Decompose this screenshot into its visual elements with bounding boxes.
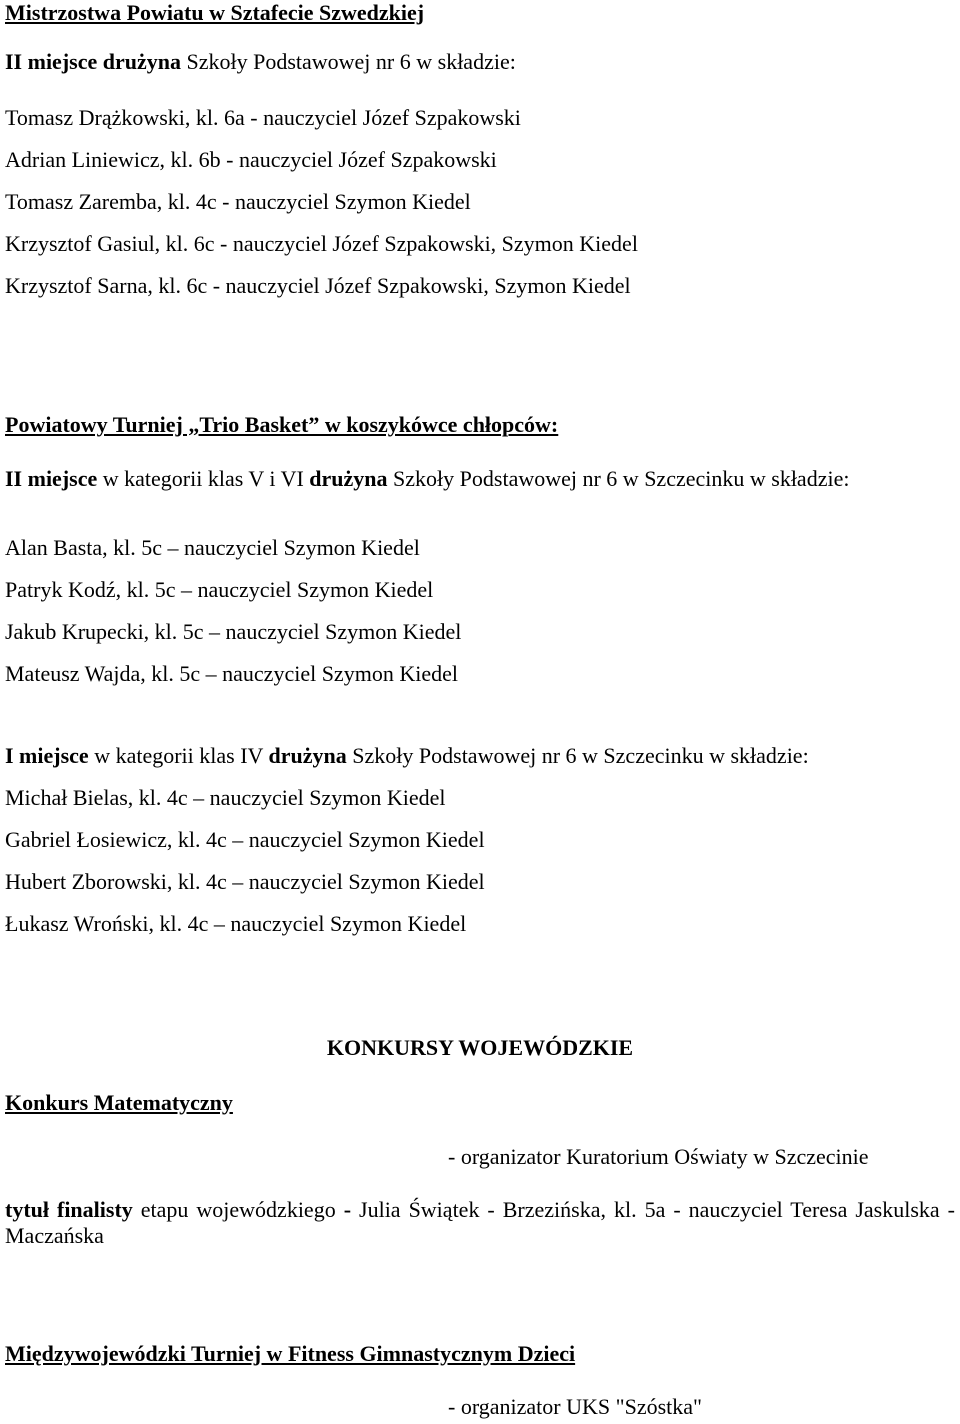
- list-item: Krzysztof Sarna, kl. 6c - nauczyciel Józef Szpakowski, Szymon Kiedel: [5, 273, 631, 298]
- contest-title-fitness: Międzywojewódzki Turniej w Fitness Gimnastycznym Dzieci: [5, 1341, 576, 1366]
- list-item: Jakub Krupecki, kl. 5c – nauczyciel Szymon Kiedel: [5, 619, 462, 644]
- list-item: Adrian Liniewicz, kl. 6b - nauczyciel Józef Szpakowski: [5, 147, 497, 172]
- award-dash: -: [343, 1197, 352, 1222]
- list-item: Krzysztof Gasiul, kl. 6c - nauczyciel Józef Szpakowski, Szymon Kiedel: [5, 231, 638, 256]
- place-rest: Szkoły Podstawowej nr 6 w składzie:: [180, 49, 516, 74]
- list-item: Mateusz Wajda, kl. 5c – nauczyciel Szymon Kiedel: [5, 661, 458, 686]
- award-mid: etapu wojewódzkiego: [132, 1197, 344, 1222]
- list-item: Tomasz Zaremba, kl. 4c - nauczyciel Szymon Kiedel: [5, 189, 471, 214]
- list-item: Gabriel Łosiewicz, kl. 4c – nauczyciel Szymon Kiedel: [5, 827, 485, 852]
- group1-header: [5, 466, 955, 492]
- list-item: Tomasz Drążkowski, kl. 6a - nauczyciel Józef Szpakowski: [5, 105, 521, 130]
- team-label: drużyna: [268, 743, 347, 768]
- award-label: tytuł finalisty: [5, 1197, 133, 1222]
- list-item: Hubert Zborowski, kl. 4c – nauczyciel Szymon Kiedel: [5, 869, 485, 894]
- team-rest: Szkoły Podstawowej nr 6 w Szczecinku w składzie:: [387, 466, 850, 491]
- list-item: Łukasz Wroński, kl. 4c – nauczyciel Szymon Kiedel: [5, 911, 467, 936]
- group2-header: [5, 743, 955, 769]
- category-text: w kategorii klas IV: [88, 743, 269, 768]
- organizer-text: - organizator UKS "Szóstka": [448, 1394, 703, 1419]
- place-label: II miejsce drużyna: [5, 49, 181, 74]
- award-text: [5, 1197, 955, 1249]
- award-rest: Julia Świątek - Brzezińska, kl. 5a - nauczyciel Teresa Jaskulska - Maczańska: [5, 1197, 956, 1248]
- organizer-text: - organizator Kuratorium Oświaty w Szczecinie: [448, 1144, 869, 1169]
- section-title-trio-basket: Powiatowy Turniej „Trio Basket” w koszykówce chłopców:: [5, 412, 559, 437]
- place-label: I miejsce: [5, 743, 89, 768]
- heading-konkursy-wojewodzkie: KONKURSY WOJEWÓDZKIE: [326, 1035, 634, 1060]
- team-rest: Szkoły Podstawowej nr 6 w Szczecinku w składzie:: [346, 743, 809, 768]
- category-text: w kategorii klas V i VI: [97, 466, 310, 491]
- list-item: Michał Bielas, kl. 4c – nauczyciel Szymon Kiedel: [5, 785, 446, 810]
- team-label: drużyna: [309, 466, 388, 491]
- list-item: Patryk Kodź, kl. 5c – nauczyciel Szymon Kiedel: [5, 577, 434, 602]
- section-title-sztafeta: Mistrzostwa Powiatu w Sztafecie Szwedzkiej: [5, 0, 425, 25]
- place-label: II miejsce: [5, 466, 98, 491]
- section1-place-line: [5, 49, 955, 75]
- contest-title-math: Konkurs Matematyczny: [5, 1090, 233, 1115]
- list-item: Alan Basta, kl. 5c – nauczyciel Szymon Kiedel: [5, 535, 420, 560]
